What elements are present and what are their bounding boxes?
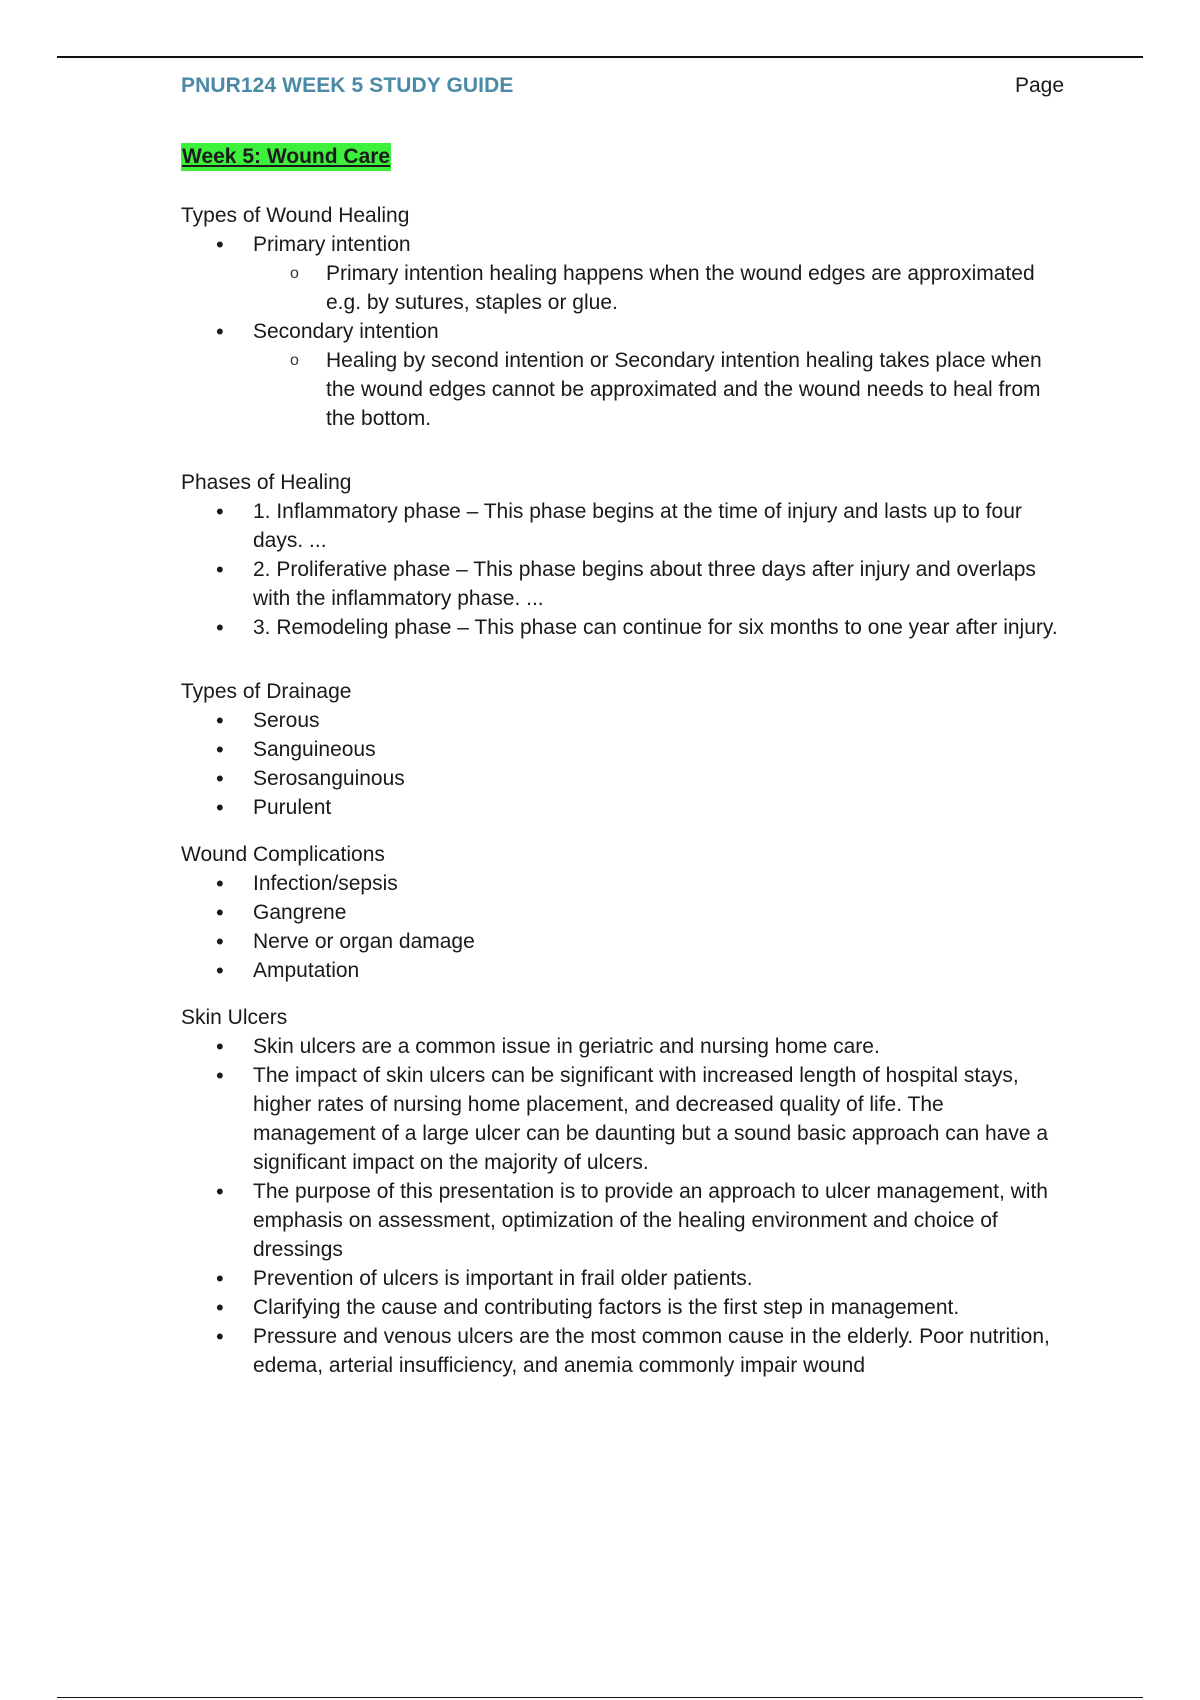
bullet-icon: • — [216, 557, 224, 582]
section-title: Skin Ulcers — [181, 1006, 288, 1029]
spacer — [181, 985, 1061, 1003]
list-item-text: Skin ulcers are a common issue in geriatric and nursing home care. — [253, 1035, 880, 1058]
list-item-text: Secondary intention — [253, 320, 439, 343]
sub-bullet-icon: o — [290, 352, 299, 369]
section-title: Types of Wound Healing — [181, 204, 410, 227]
bullet-icon: • — [216, 1034, 224, 1059]
bullet-list — [181, 1032, 1061, 1380]
bullet-icon: • — [216, 615, 224, 640]
bullet-icon: • — [216, 737, 224, 762]
list-item-text: Primary intention — [253, 233, 411, 256]
section-wound-healing — [181, 201, 1061, 433]
list-item — [216, 230, 1061, 317]
list-item — [216, 555, 1061, 613]
list-item-text: Infection/sepsis — [253, 872, 398, 895]
sub-list-item-text: Healing by second intention or Secondary intention healing takes place when the wound edges cannot be approximated and the wound needs to heal from the bottom. — [326, 349, 1042, 430]
bullet-list — [181, 706, 1061, 822]
list-item — [216, 317, 1061, 433]
list-item-text: 1. Inflammatory phase – This phase begins at the time of injury and lasts up to four days. ... — [253, 500, 1022, 552]
sub-list-item — [290, 259, 1061, 317]
list-item — [216, 927, 1061, 956]
list-item-text: Serous — [253, 709, 320, 732]
bullet-icon: • — [216, 958, 224, 983]
section-wound-complications — [181, 840, 1061, 985]
spacer — [181, 433, 1061, 468]
list-item — [216, 1264, 1061, 1293]
list-item — [216, 1061, 1061, 1177]
bullet-icon: • — [216, 1295, 224, 1320]
bullet-icon: • — [216, 1063, 224, 1088]
bullet-icon: • — [216, 1324, 224, 1349]
section-skin-ulcers — [181, 1003, 1061, 1380]
header-rule — [57, 56, 1143, 58]
list-item — [216, 735, 1061, 764]
list-item — [216, 764, 1061, 793]
bullet-list — [181, 869, 1061, 985]
bullet-icon: • — [216, 232, 224, 257]
bullet-icon: • — [216, 871, 224, 896]
running-header-title: PNUR124 WEEK 5 STUDY GUIDE — [181, 74, 514, 97]
list-item-text: Clarifying the cause and contributing factors is the first step in management. — [253, 1296, 960, 1319]
sub-list-item — [290, 346, 1061, 433]
sub-list — [253, 259, 1061, 317]
list-item-text: The purpose of this presentation is to provide an approach to ulcer management, with emphasis on assessment, optimization of the healing environment and choice of dressings — [253, 1180, 1048, 1261]
bullet-icon: • — [216, 708, 224, 733]
list-item-text: Nerve or organ damage — [253, 930, 475, 953]
list-item — [216, 1032, 1061, 1061]
list-item-text: The impact of skin ulcers can be significant with increased length of hospital stays, higher rates of nursing home placement, and decreased quality of life. The management of a large ulcer can be daunting but a sound basic approach can have a significant impact on the majority of ulcers. — [253, 1064, 1049, 1174]
sub-bullet-icon: o — [290, 265, 299, 282]
list-item — [216, 706, 1061, 735]
document-heading-wrapper — [181, 142, 1061, 171]
list-item-text: Amputation — [253, 959, 360, 982]
list-item — [216, 613, 1061, 642]
section-title: Wound Complications — [181, 843, 385, 866]
bullet-icon: • — [216, 795, 224, 820]
list-item-text: Purulent — [253, 796, 332, 819]
sub-list-item-text: Primary intention healing happens when the wound edges are approximated e.g. by sutures, staples or glue. — [326, 262, 1035, 314]
list-item-text: Pressure and venous ulcers are the most common cause in the elderly. Poor nutrition, edema, arterial insufficiency, and anemia commonly impair wound — [253, 1325, 1050, 1377]
spacer — [181, 171, 1061, 201]
bullet-icon: • — [216, 1266, 224, 1291]
list-item-text: 3. Remodeling phase – This phase can continue for six months to one year after injury. — [253, 616, 1058, 639]
spacer — [181, 642, 1061, 677]
document-body — [181, 142, 1061, 1380]
list-item — [216, 1177, 1061, 1264]
bullet-icon: • — [216, 766, 224, 791]
bullet-icon: • — [216, 1179, 224, 1204]
list-item-text: Prevention of ulcers is important in frail older patients. — [253, 1267, 753, 1290]
bullet-icon: • — [216, 900, 224, 925]
list-item — [216, 898, 1061, 927]
list-item — [216, 793, 1061, 822]
list-item-text: Sanguineous — [253, 738, 376, 761]
section-title: Phases of Healing — [181, 471, 352, 494]
footer-rule — [57, 1697, 1143, 1698]
section-phases-of-healing — [181, 468, 1061, 642]
list-item — [216, 497, 1061, 555]
bullet-list — [181, 497, 1061, 642]
list-item — [216, 956, 1061, 985]
list-item-text: 2. Proliferative phase – This phase begins about three days after injury and overlaps with the inflammatory phase. ... — [253, 558, 1036, 610]
sub-list — [253, 346, 1061, 433]
document-heading: Week 5: Wound Care — [181, 143, 391, 171]
list-item — [216, 1322, 1061, 1380]
list-item-text: Serosanguinous — [253, 767, 405, 790]
list-item — [216, 869, 1061, 898]
bullet-icon: • — [216, 319, 224, 344]
list-item — [216, 1293, 1061, 1322]
section-types-of-drainage — [181, 677, 1061, 822]
bullet-icon: • — [216, 499, 224, 524]
bullet-list — [181, 230, 1061, 433]
list-item-text: Gangrene — [253, 901, 347, 924]
spacer — [181, 822, 1061, 840]
running-header-page-label: Page — [1015, 74, 1065, 97]
section-title: Types of Drainage — [181, 680, 352, 703]
bullet-icon: • — [216, 929, 224, 954]
